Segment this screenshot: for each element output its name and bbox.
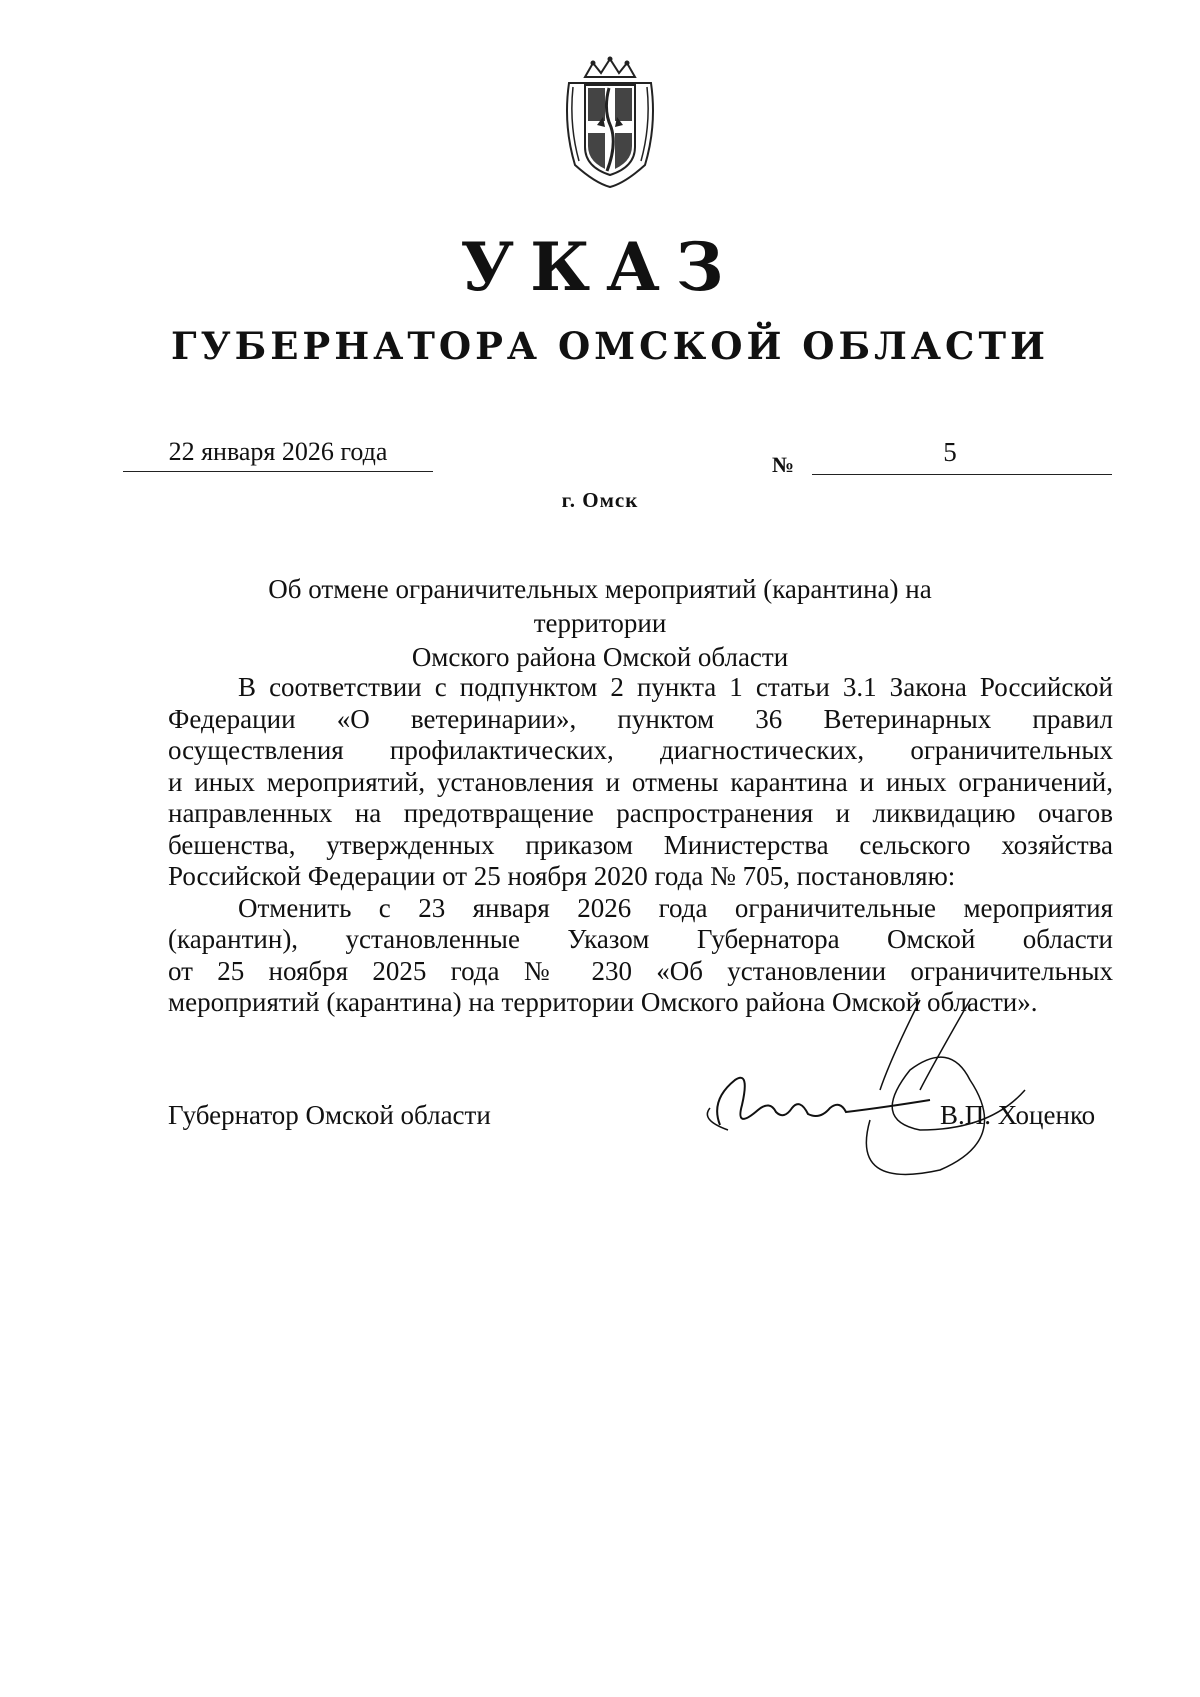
body-line: осуществления профилактических, диагностических, ограничительных — [168, 735, 1113, 765]
date-underline — [123, 471, 433, 472]
number-underline — [812, 474, 1112, 475]
document-title: УКАЗ — [460, 228, 740, 306]
heading-line: Об отмене ограничительных мероприятий (карантина) на территории — [268, 574, 932, 638]
body-line: направленных на предотвращение распространения и ликвидацию очагов — [168, 798, 1113, 828]
body-line: Российской Федерации от 25 ноября 2020 года № 705, постановляю: — [168, 861, 956, 891]
document-subtitle: ГУБЕРНАТОРА ОМСКОЙ ОБЛАСТИ — [171, 324, 1049, 368]
body-line: Отменить с 23 января 2026 года ограничительные мероприятия — [238, 892, 1113, 923]
body-line: мероприятий (карантина) на территории Омского района Омской области». — [168, 987, 1038, 1017]
document-heading — [200, 572, 1000, 674]
document-date: 22 января 2026 года — [168, 437, 388, 466]
body-line: В соответствии с подпунктом 2 пункта 1 статьи 3.1 Закона Российской — [238, 672, 1113, 702]
body-line: и иных мероприятий, установления и отмены карантина и иных ограничений, — [168, 766, 1113, 797]
signatory-name: В.П. Хоценко — [940, 1100, 1096, 1130]
document-city: г. Омск — [561, 488, 639, 512]
heading-line: Омского района Омской области — [411, 642, 789, 672]
document-number: 5 — [943, 437, 957, 467]
document-body — [168, 672, 1113, 1019]
body-line: (карантин), установленные Указом Губернатора Омской области — [168, 924, 1113, 954]
body-line: от 25 ноября 2025 года № 230 «Об установлении ограничительных — [168, 955, 1113, 986]
coat-of-arms-icon — [555, 55, 665, 190]
body-line: бешенства, утвержденных приказом Министерства сельского хозяйства — [168, 829, 1113, 860]
signatory-position: Губернатор Омской области — [168, 1100, 491, 1130]
number-label: № — [772, 452, 795, 477]
body-line: Федерации «О ветеринарии», пунктом 36 Ветеринарных правил — [168, 703, 1113, 734]
handwritten-signature-icon — [680, 980, 1060, 1180]
